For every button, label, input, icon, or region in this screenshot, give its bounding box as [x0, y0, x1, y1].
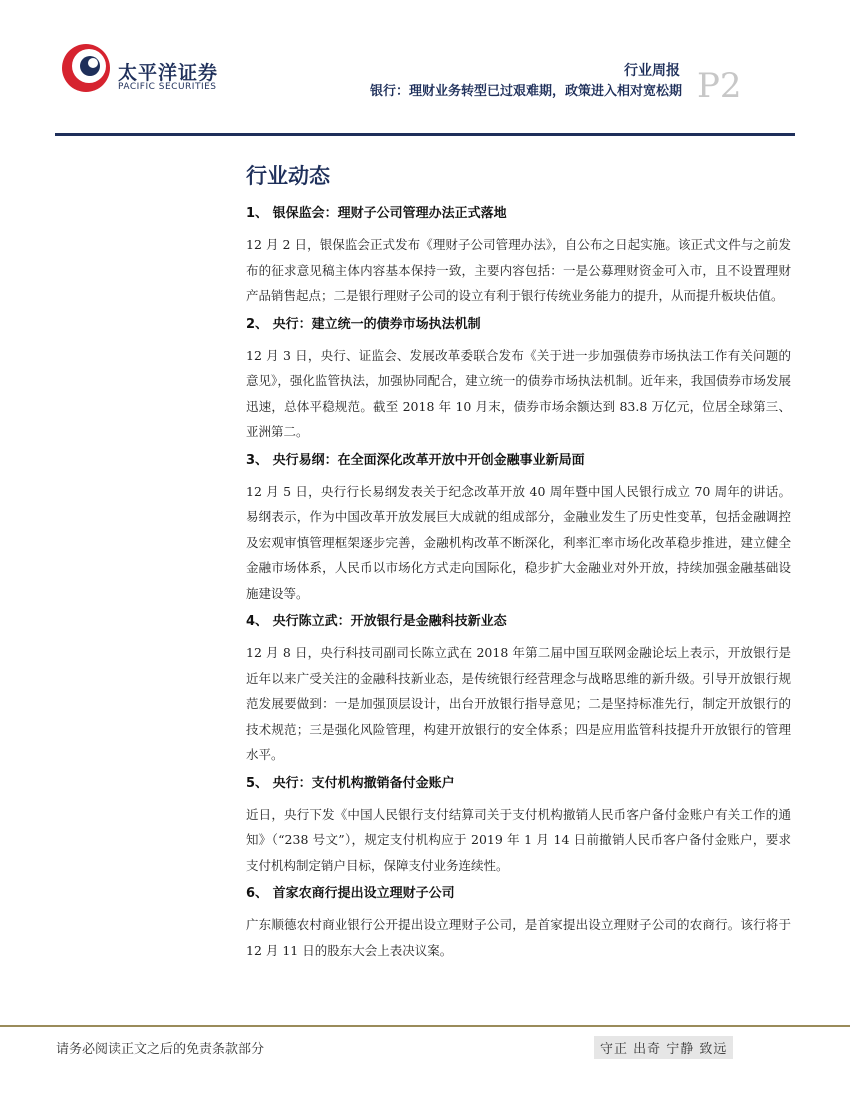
news-item-body: 12 月 3 日，央行、证监会、发展改革委联合发布《关于进一步加强债券市场执法工作有关问题的意见》，强化监管执法，加强协同配合，建立统一的债券市场执法机制。近年来，我国债券市场发展迅速，总体平稳规范。截至 2018 年 10 月末，债券市场余额达到 83.8 万亿元，位居全球第三、亚洲第二。	[246, 347, 791, 439]
news-item-heading: 1、 银保监会：理财子公司管理办法正式落地	[246, 206, 507, 221]
footer-disclaimer: 请务必阅读正文之后的免责条款部分	[56, 1042, 265, 1057]
brand-name-cn: 太平洋证券	[118, 62, 219, 84]
news-item-heading: 3、 央行易纲：在全面深化改革开放中开创金融事业新局面	[246, 452, 585, 468]
news-item-body: 12 月 2 日，银保监会正式发布《理财子公司管理办法》，自公布之日起实施。该正式文件与之前发布的征求意见稿主体内容基本保持一致，主要内容包括：一是公募理财资金可入市，且不设置理财产品销售起点；二是银行理财子公司的设立有利于银行传统业务能力的提升，从而提升板块估值。	[246, 237, 791, 303]
news-item	[246, 612, 791, 768]
section-title: 行业动态	[246, 164, 330, 188]
news-item-heading: 4、 央行陈立武：开放银行是金融科技新业态	[246, 614, 507, 629]
report-title: 银行：理财业务转型已过艰难期，政策进入相对宽松期	[369, 84, 682, 99]
report-type: 行业周报	[624, 63, 680, 79]
news-item-heading: 5、 央行：支付机构撤销备付金账户	[246, 775, 455, 791]
news-item-body: 广东顺德农村商业银行公开提出设立理财子公司，是首家提出设立理财子公司的农商行。该行将于 12 月 11 日的股东大会上表决议案。	[246, 917, 791, 958]
news-item	[246, 204, 791, 309]
header-divider	[55, 133, 795, 136]
footer-motto: 守正 出奇 宁静 致远	[594, 1036, 733, 1059]
news-item	[246, 884, 791, 963]
news-item-body: 近日，央行下发《中国人民银行支付结算司关于支付机构撤销人民币客户备付金账户有关工作的通知》（“238 号文”），规定支付机构应于 2019 年 1 月 14 日前撤销人民币客户备付金账户，要求支付机构制定销户目标，保障支付业务连续性。	[246, 806, 791, 873]
news-item	[246, 451, 791, 607]
brand-name-en: PACIFIC SECURITIES	[118, 82, 217, 92]
news-item	[246, 774, 791, 879]
footer-divider	[0, 1025, 850, 1027]
company-logo	[60, 42, 230, 112]
news-item-body: 12 月 8 日，央行科技司副司长陈立武在 2018 年第二届中国互联网金融论坛上表示，开放银行是近年以来广受关注的金融科技新业态，是传统银行经营理念与战略思维的新升级。引导开放银行规范发展要做到：一是加强顶层设计，出台开放银行指导意见；二是坚持标准先行，制定开放银行的技术规范；三是强化风险管理，构建开放银行的安全体系；四是应用监管科技提升开放银行的管理水平。	[246, 645, 791, 762]
news-item	[246, 315, 791, 445]
main-content	[246, 160, 791, 969]
page-number: P2	[697, 66, 742, 106]
pacific-securities-emblem-icon	[60, 42, 112, 94]
news-item-heading: 2、 央行：建立统一的债券市场执法机制	[246, 316, 481, 332]
news-item-heading: 6、 首家农商行提出设立理财子公司	[246, 886, 455, 901]
news-item-body: 12 月 5 日，央行行长易纲发表关于纪念改革开放 40 周年暨中国人民银行成立 70 周年的讲话。易纲表示，作为中国改革开放发展巨大成就的组成部分，金融业发生了历史性变革，包括金融调控及宏观审慎管理框架逐步完善，金融机构改革不断深化，利率汇率市场化改革稳步推进，建立健全金融市场体系，人民币以市场化方式走向国际化，稳步扩大金融业对外开放，持续加强金融基础设施建设等。	[246, 483, 791, 601]
